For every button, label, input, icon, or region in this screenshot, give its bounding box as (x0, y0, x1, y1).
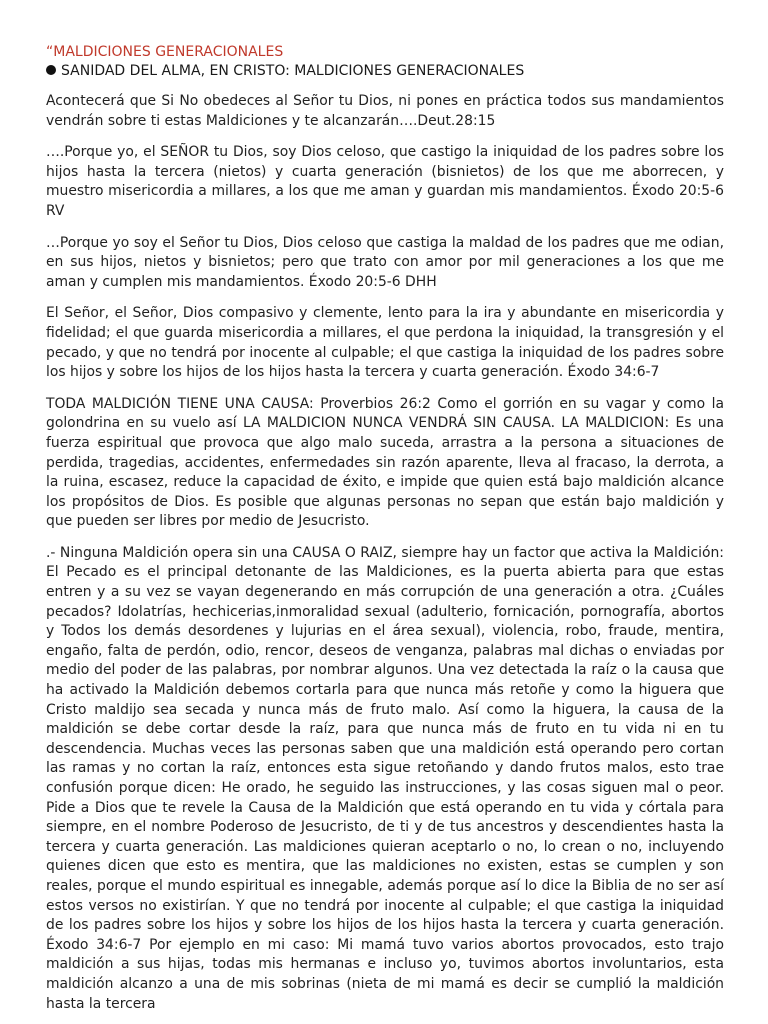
paragraph-exodo-dhh: …Porque yo soy el Señor tu Dios, Dios celoso que castiga la maldad de los padres que me odian, en sus hijos, nietos y bisnietos; pero que trato con amor por mil generaciones a los que me aman y cumplen mis mandamientos. Éxodo 20:5-6 DHH (46, 234, 724, 290)
paragraph-exodo-34: El Señor, el Señor, Dios compasivo y clemente, lento para la ira y abundante en misericordia y fidelidad; el que guarda misericordia a millares, el que perdona la iniquidad, la transgresión y el pecado, y que no tendrá por inocente al culpable; el que castiga la iniquidad de los padres sobre los hijos y sobre los hijos de los hijos hasta la tercera y cuarta generación. Éxodo 34:6-7 (46, 305, 724, 381)
subtitle-text: SANIDAD DEL ALMA, EN CRISTO: MALDICIONES GENERACIONALES (61, 63, 525, 79)
paragraph-causa: TODA MALDICIÓN TIENE UNA CAUSA: Proverbios 26:2 Como el gorrión en su vagar y como la golondrina en su vuelo así LA MALDICION NUNCA VENDRÁ SIN CAUSA. LA MALDICION: Es una fuerza espiritual que provoca que algo malo suceda, arrastra a la persona a situaciones de perdida, tragedias, accidentes, enfermedades sin razón aparente, lleva al fracaso, la derrota, a la ruina, escasez, reduce la capacidad de éxito, e impide que quien está bajo maldición alcance los propósitos de Dios. Es posible que algunas personas no sepan que están bajo maldición y que pueden ser libres por medio de Jesucristo. (46, 395, 724, 530)
paragraph-raiz: .- Ninguna Maldición opera sin una CAUSA O RAIZ, siempre hay un factor que activa la Maldición: El Pecado es el principal detonante de las Maldiciones, es la puerta abierta para que estas entren y a su vez se vayan degenerando en más corrupción de una generación a otra. ¿Cuáles pecados? Idolatrías, hechicerias,inmoralidad sexual (adulterio, fornicación, pornografía, abortos y Todos los demás desordenes y lujurias en el área sexual), violencia, robo, fraude, mentira, engaño, falta de perdón, odio, rencor, deseos de venganza, palabras mal dichas o enviadas por medio del poder de las palabras, por nombrar algunos. Una vez detectada la raíz o la causa que ha activado la Maldición debemos cortarla para que nunca más retoñe y como la higuera que Cristo maldijo sea secada y nunca más de fruto malo. Así como la higuera, la causa de la maldición se debe cortar desde la raíz, para que nunca más de fruto en tu vida ni en tu descendencia. Muchas veces las personas saben que una maldición está operando pero cortan las ramas y no cortan la raíz, entonces esta sigue retoñando y dando frutos malos, esto trae confusión porque dicen: He orado, he seguido las instrucciones, y las cosas siguen mal o peor. Pide a Dios que te revele la Causa de la Maldición que está operando en tu vida y córtala para siempre, en el nombre Poderoso de Jesucristo, de ti y de tus ancestros y descendientes hasta la tercera y cuarta generación. Las maldiciones quieran aceptarlo o no, lo crean o no, incluyendo quienes dicen que esto es mentira, que las maldiciones no existen, estas se cumplen y son reales, porque el mundo espiritual es innegable, además porque así lo dice la Biblia de no ser así estos versos no existirían. Y que no tendrá por inocente al culpable; el que castiga la iniquidad de los padres sobre los hijos y sobre los hijos de los hijos hasta la tercera y cuarta generación. Éxodo 34:6-7 Por ejemplo en mi caso: Mi mamá tuvo varios abortos provocados, esto trajo maldición a sus hijas, todas mis hermanas e incluso yo, tuvimos abortos involuntarios, esta maldición alcanzo a una de mis sobrinas (nieta de mi mamá es decir se cumplió la maldición hasta la tercera (46, 544, 724, 1012)
paragraph-deut: Acontecerá que Si No obedeces al Señor tu Dios, ni pones en práctica todos sus mandamientos vendrán sobre ti estas Maldiciones y te alcanzarán….Deut.28:15 (46, 93, 724, 129)
document-title: “MALDICIONES GENERACIONALES (46, 44, 284, 60)
bullet-icon (46, 65, 56, 75)
document-subtitle (46, 62, 724, 81)
paragraph-exodo-rv: ….Porque yo, el SEÑOR tu Dios, soy Dios celoso, que castigo la iniquidad de los padres sobre los hijos hasta la tercera (nietos) y cuarta generación (bisnietos) de los que me aborrecen, y muestro misericordia a millares, a los que me aman y guardan mis mandamientos. Éxodo 20:5-6 RV (46, 144, 724, 219)
